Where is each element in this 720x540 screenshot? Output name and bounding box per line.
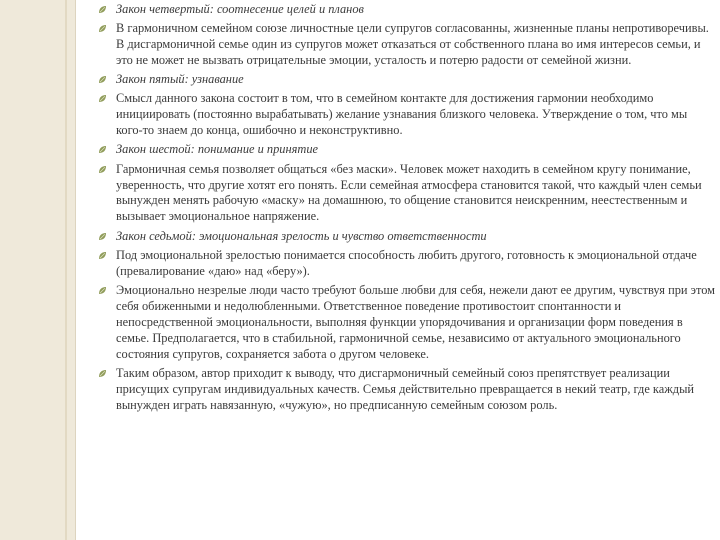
law-seven-text <box>96 248 716 280</box>
item-text: Закон шестой: понимание и принятие <box>116 142 319 157</box>
law-seven-heading <box>96 229 716 245</box>
leaf-bullet-icon <box>98 165 107 174</box>
leaf-bullet-icon <box>98 232 107 241</box>
conclusion-text <box>96 366 716 414</box>
item-text: Гармоничная семья позволяет общаться «без маски». Человек может находить в семейном кругу понимание, уверенность, что другие хотят его понять. Если семейная атмосфера становится такой, что каждый член семьи вынужден менять рабочую «маску» на домашнюю, то общение становится неискренним, неестественным и вызывает эмоциональное напряжение. <box>116 161 702 224</box>
leaf-bullet-icon <box>98 286 107 295</box>
leaf-bullet-icon <box>98 369 107 378</box>
law-six-heading <box>96 142 716 158</box>
law-four-text <box>96 21 716 69</box>
law-four-heading <box>96 2 716 18</box>
item-text: Эмоционально незрелые люди часто требуют больше любви для себя, нежели дают ее другим, чувствуя при этом себя обиженными и недолюбленными. Ответственное поведение противостоит спонтанности и непосредственной эмоциональности, выполняя функции упорядочивания и организации форм поведения в семье. Предполагается, что в стабильной, гармоничной семье, независимо от актуального эмоционального состояния супругов, сохраняется забота о другом человеке. <box>116 282 715 361</box>
item-text: Закон четвертый: соотнесение целей и планов <box>116 2 364 16</box>
law-five-text <box>96 91 716 139</box>
item-text: Таким образом, автор приходит к выводу, что дисгармоничный семейный союз препятствует реализации присущих супругам индивидуальных качеств. Семья действительно превращается в некий театр, где каждый вынужден играть навязанную, «чужую», но предписанную семейным союзом роль. <box>116 365 695 412</box>
item-text: Под эмоциональной зрелостью понимается способность любить другого, готовность к эмоциональной отдаче (превалирование «даю» над «беру»). <box>116 247 697 278</box>
item-text: Закон седьмой: эмоциональная зрелость и чувство ответственности <box>116 228 487 243</box>
law-five-heading <box>96 72 716 88</box>
item-text: Закон пятый: узнавание <box>116 72 244 87</box>
leaf-bullet-icon <box>98 24 107 33</box>
item-text: В гармоничном семейном союзе личностные цели супругов согласованны, жизненные планы непротиворечивы. В дисгармоничной семье один из супругов может отказаться от собственного плана во имя интересов семьи, и это не может не вызвать отрицательные эмоции, усталость и потерю радости от семейной жизни. <box>116 21 709 68</box>
leaf-bullet-icon <box>98 75 107 84</box>
item-text: Смысл данного закона состоит в том, что в семейном контакте для достижения гармонии необходимо инициировать (постоянно вырабатывать) желание узнавания близкого человека. Утверждение о том, что мы кого-то знаем до конца, ошибочно и неконструктивно. <box>116 91 688 138</box>
leaf-bullet-icon <box>98 94 107 103</box>
leaf-bullet-icon <box>98 5 107 14</box>
leaf-bullet-icon <box>98 251 107 260</box>
decorative-side-band <box>0 0 76 540</box>
slide-content <box>96 2 716 538</box>
bullet-list <box>96 2 716 413</box>
leaf-bullet-icon <box>98 145 107 154</box>
immaturity-text <box>96 283 716 363</box>
law-six-text <box>96 162 716 226</box>
